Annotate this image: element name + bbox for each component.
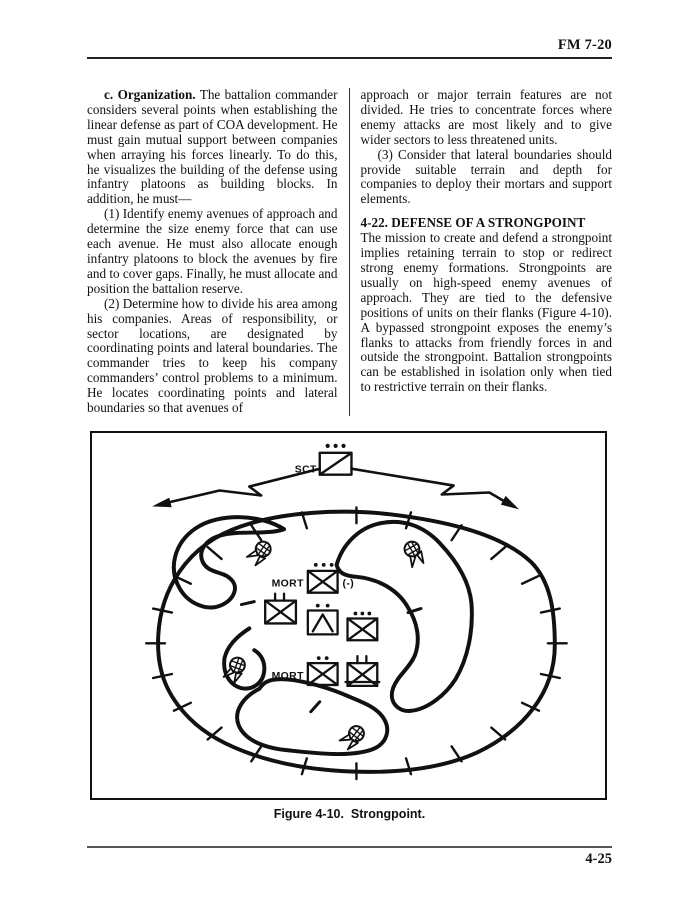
minus-detachment-label: (-): [342, 578, 355, 590]
section-heading: 4-22. DEFENSE OF A STRONGPOINT: [360, 215, 586, 231]
strongpoint-diagram: [92, 433, 605, 798]
paragraph-2-continued: approach or major terrain features are not divided. He tries to concentrate forces where enemy attacks are most likely and to give wider sectors to less threatened units.: [360, 87, 612, 147]
mine-icon: [246, 538, 274, 568]
mortar-platoon-label: MORT: [271, 578, 304, 590]
paragraph-c: [87, 88, 338, 207]
right-column: [350, 88, 613, 416]
mortar-section-label: MORT: [271, 670, 304, 682]
infantry-platoon-symbol: [348, 612, 378, 641]
section-body: The mission to create and defend a strongpoint implies retaining terrain to stop or redirect strong enemy formations. Strongpoints are usually on high-speed enemy avenues of approach. They are tied to the defensive positions of units on their flanks (Figure 4-10). A bypassed strongpoint exposes the enemy’s flanks to attacks from friendly forces in and outside the strongpoint. Battalion strongpoints can be established in isolation only when tied to restrictive terrain on their flanks.: [360, 230, 612, 395]
mech-infantry-battalion-symbol: [346, 656, 380, 686]
scout-label: SCT: [294, 464, 317, 476]
position-bottom: [237, 679, 387, 754]
figure-caption: Figure 4-10. Strongpoint.: [273, 806, 426, 821]
paragraph-2: (2) Determine how to divide his area among his companies. Areas of responsibility, or sector locations, are designated by coordinating points and lateral boundaries. The commander tries to keep his company commanders’ control problems to a minimum. He locates coordinating points and lateral boundaries so that avenues of: [87, 295, 338, 416]
paragraph-c-body: The battalion commander considers several points when establishing the linear defense as part of COA development. He must gain mutual support between companies when arraying his forces linearly. To do this, he visualizes the building of the defense using infantry platoons as building blocks. In addition, he must—: [87, 87, 338, 207]
interior-positions: [174, 517, 472, 754]
scout-platoon-symbol: [295, 444, 352, 476]
paragraph-3: (3) Consider that lateral boundaries should provide suitable terrain and depth for companies to deploy their mortars and support elements.: [360, 146, 612, 207]
position-mid-left: [224, 628, 264, 688]
mine-icon: [338, 722, 366, 752]
mortar-platoon-symbol: [272, 563, 355, 593]
document-reference: FM 7-20: [557, 37, 612, 53]
strongpoint-figure: [90, 431, 607, 800]
gap-marks: [241, 602, 421, 712]
left-column: [87, 88, 350, 416]
mine-icon: [401, 539, 428, 569]
page-number: 4-25: [585, 850, 612, 867]
screen-arrow-right-icon: [351, 469, 519, 510]
text-columns: [87, 88, 612, 416]
infantry-battalion-symbol: [265, 594, 296, 624]
paragraph-c-lead: c. Organization.: [104, 87, 196, 102]
paragraph-1: (1) Identify enemy avenues of approach and determine the size enemy force that can use each avenue. He must also allocate enough infantry platoons to block the avenues by fire and to cover gaps. Finally, he must allocate and position the battalion reserve.: [87, 206, 338, 296]
page-header: [87, 36, 612, 59]
infantry-section-symbol: [308, 604, 338, 635]
screen-arrow-left-icon: [152, 469, 320, 508]
